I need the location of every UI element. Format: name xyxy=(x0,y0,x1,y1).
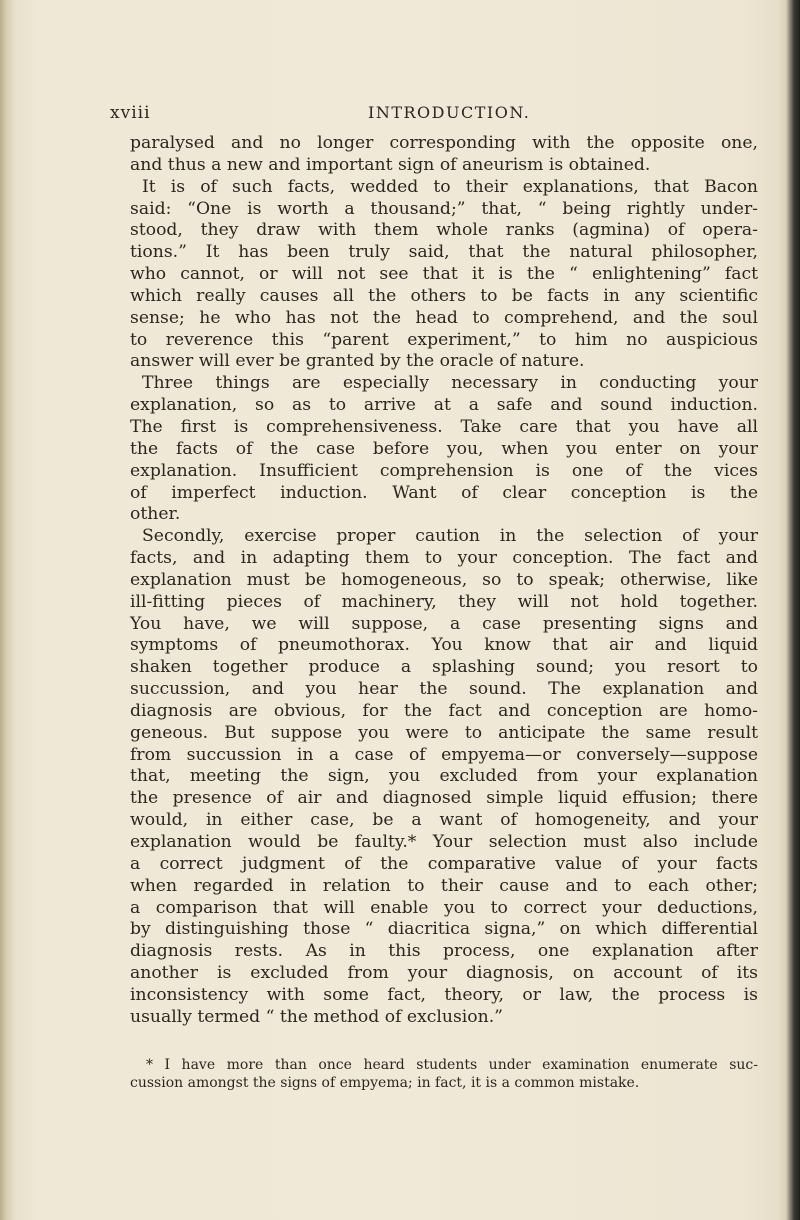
footnote-line: * I have more than once heard students under examination enumerate suc- xyxy=(146,1057,758,1073)
text-line: of imperfect induction. Want of clear conception is the xyxy=(130,482,758,503)
text-line: explanation. Insufficient comprehension is one of the vices xyxy=(130,460,758,481)
text-line: stood, they draw with them whole ranks (agmina) of opera- xyxy=(130,220,758,241)
page-header xyxy=(110,103,730,131)
text-line: tions.” It has been truly said, that the natural philosopher, xyxy=(130,242,758,263)
text-line: another is excluded from your diagnosis, on account of its xyxy=(130,963,758,984)
text-line: the presence of air and diagnosed simple liquid effusion; there xyxy=(130,788,758,809)
text-line: explanation must be homogeneous, so to speak; otherwise, like xyxy=(130,569,758,590)
text-line: the facts of the case before you, when you enter on your xyxy=(130,438,758,459)
text-line: facts, and in adapting them to your conception. The fact and xyxy=(130,548,758,569)
text-line: answer will ever be granted by the oracle of nature. xyxy=(130,351,585,372)
text-line: sense; he who has not the head to comprehend, and the soul xyxy=(130,307,758,328)
text-line: which really causes all the others to be facts in any scientific xyxy=(130,285,758,306)
text-line: explanation would be faulty.* Your selection must also include xyxy=(130,832,758,852)
text-line: geneous. But suppose you were to anticipate the same result xyxy=(130,722,758,743)
text-line: a comparison that will enable you to correct your deductions, xyxy=(130,897,758,918)
text-line: diagnosis are obvious, for the fact and conception are homo- xyxy=(130,700,758,721)
text-line: paralysed and no longer corresponding with the opposite one, xyxy=(130,133,758,153)
text-line: by distinguishing those “ diacritica signa,” on which differential xyxy=(130,919,758,940)
text-line: when regarded in relation to their cause and to each other; xyxy=(130,875,758,896)
text-line: and thus a new and important sign of aneurism is obtained. xyxy=(130,154,651,175)
text-line: It is of such facts, wedded to their explanations, that Bacon xyxy=(142,176,758,197)
text-line: You have, we will suppose, a case presenting signs and xyxy=(130,613,758,634)
text-line: The first is comprehensiveness. Take care that you have all xyxy=(130,416,758,437)
footnote xyxy=(130,1056,758,1092)
page-edge-shadow xyxy=(778,0,800,1220)
text-line: diagnosis rests. As in this process, one explanation after xyxy=(130,941,758,962)
text-line: to reverence this “parent experiment,” to him no auspicious xyxy=(130,329,758,350)
text-line: explanation, so as to arrive at a safe and sound induction. xyxy=(130,395,758,416)
text-line: ill-fitting pieces of machinery, they will not hold together. xyxy=(130,591,758,612)
text-line: succussion, and you hear the sound. The explanation and xyxy=(130,679,758,700)
text-line: shaken together produce a splashing sound; you resort to xyxy=(130,657,758,678)
text-line: said: “One is worth a thousand;” that, “ being rightly under- xyxy=(130,198,758,219)
text-line: would, in either case, be a want of homogeneity, and your xyxy=(130,810,758,831)
text-line: a correct judgment of the comparative value of your facts xyxy=(130,853,758,874)
text-line: who cannot, or will not see that it is the “ enlightening” fact xyxy=(130,264,758,285)
footnote-line: cussion amongst the signs of empyema; in fact, it is a common mistake. xyxy=(130,1075,640,1091)
body-text xyxy=(130,133,758,1029)
page-gutter-shadow xyxy=(0,0,14,1220)
text-line: inconsistency with some fact, theory, or law, the process is xyxy=(130,984,758,1005)
text-line: Secondly, exercise proper caution in the selection of your xyxy=(142,526,758,547)
text-line: symptoms of pneumothorax. You know that air and liquid xyxy=(130,635,758,656)
text-line: that, meeting the sign, you excluded from your explanation xyxy=(130,766,758,787)
text-line: usually termed “ the method of exclusion.” xyxy=(130,1006,503,1027)
running-title: INTRODUCTION. xyxy=(368,103,531,122)
text-line: Three things are especially necessary in conducting your xyxy=(142,373,758,394)
page-number: xviii xyxy=(110,103,151,123)
text-line: from succussion in a case of empyema—or conversely—suppose xyxy=(130,744,758,765)
text-line: other. xyxy=(130,504,181,525)
